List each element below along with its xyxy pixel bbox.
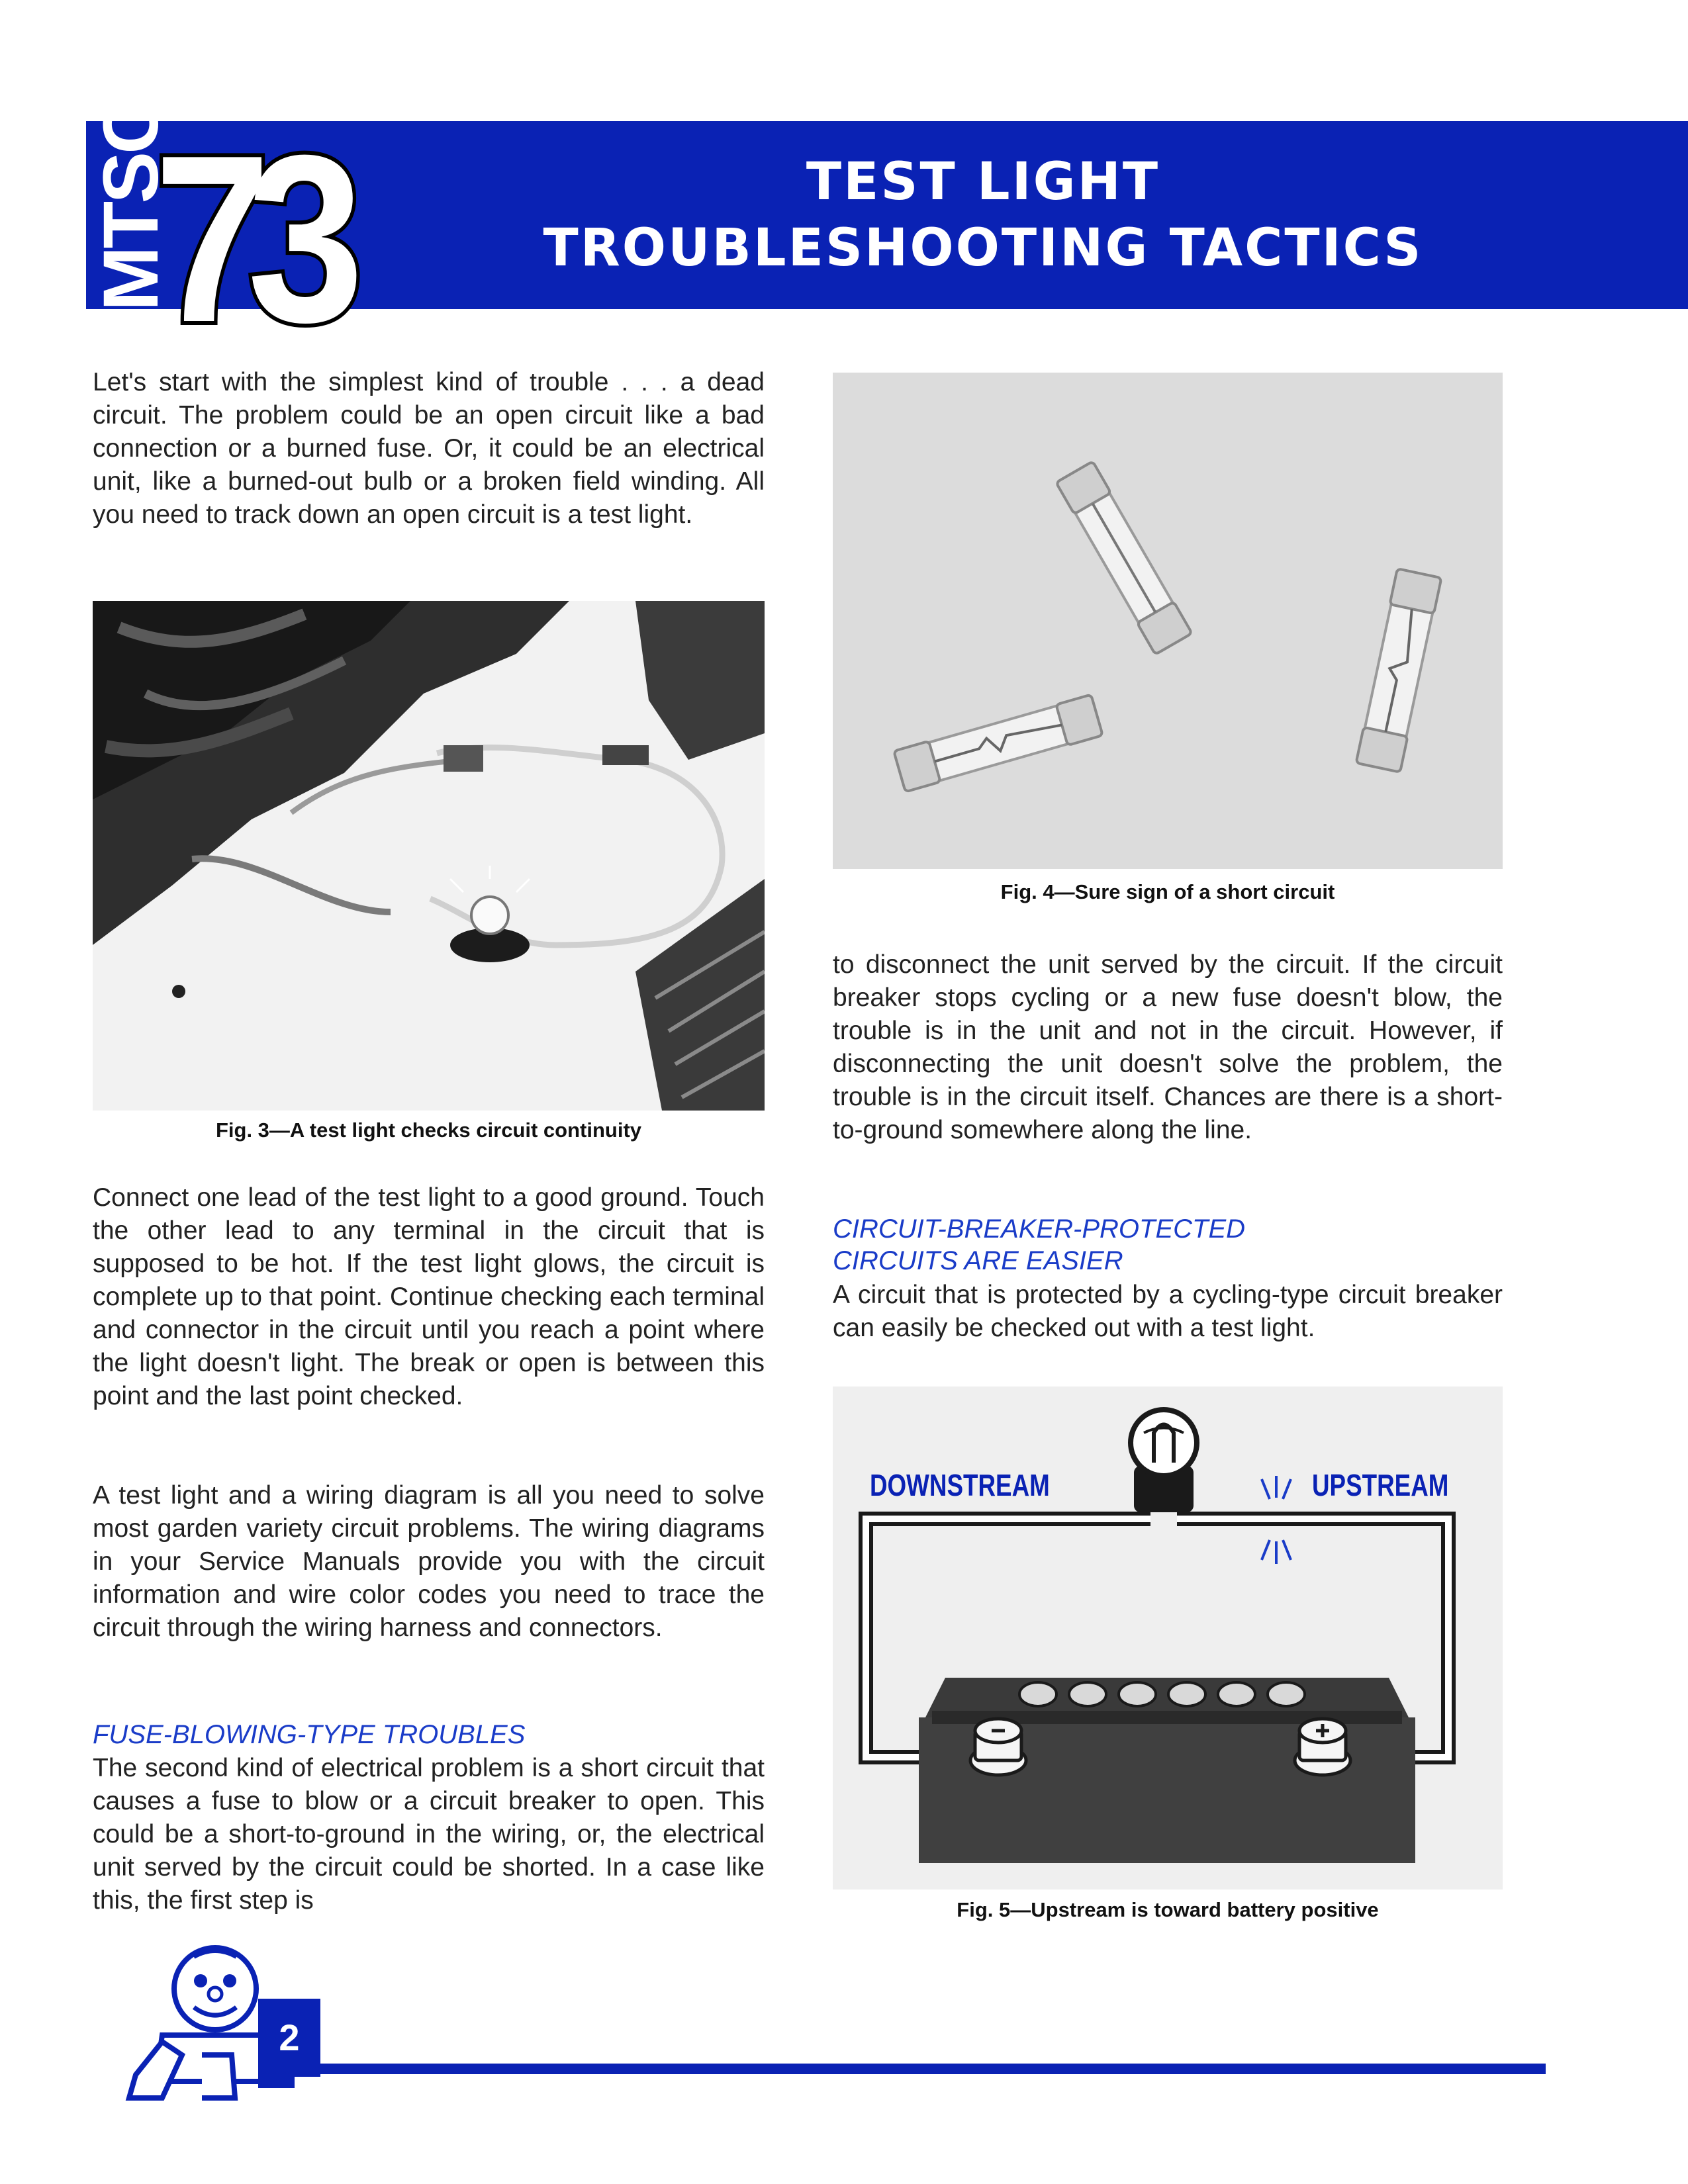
logo-letters: MTSC: [87, 100, 175, 311]
logo-number: 73: [154, 105, 341, 351]
connect-paragraph: Connect one lead of the test light to a good ground. Touch the other lead to any terminal in the circuit that is supposed to be hot. If the test light glows, the circuit is complete up to that point. Continue checking each terminal and connector in the circuit until you reach a point where the light doesn't light. The break or open is between this point and the last point checked.: [93, 1183, 765, 1410]
test-lamp-icon: [1131, 1410, 1197, 1512]
downstream-label: DOWNSTREAM: [870, 1468, 1050, 1502]
page-title: [371, 149, 1595, 281]
mtsc-73-logo: [79, 93, 371, 351]
intro-paragraph: Let's start with the simplest kind of trouble . . . a dead circuit. The problem could be an open circuit like a bad connection or a burned fuse. Or, it could be an electrical unit, like a burned-out bulb or a broken field winding. All you need to track down an open circuit is a test light.: [93, 368, 765, 529]
fig4-caption: Fig. 4—Sure sign of a short circuit: [1000, 880, 1335, 903]
fuse-heading: FUSE-BLOWING-TYPE TROUBLES: [93, 1720, 526, 1749]
fig5-caption: Fig. 5—Upstream is toward battery positive: [957, 1898, 1379, 1921]
title-line-1: TEST LIGHT: [806, 152, 1160, 212]
fuse-paragraph: The second kind of electrical problem is a short circuit that causes a fuse to blow or a circuit breaker to open. This could be a short-to-ground in the wiring, or, the electrical unit served by the circuit could be shorted. In a case like this, the first step is: [93, 1754, 765, 1915]
footer-rule: [311, 2064, 1546, 2074]
page-number: 2: [258, 1999, 320, 2077]
fig4-photo: [833, 373, 1503, 869]
continue-paragraph: to disconnect the unit served by the circuit. If the circuit breaker stops cycling or a new fuse doesn't blow, the trouble is in the unit and not in the circuit. However, if disconnecting the unit doesn't solve the problem, the trouble is in the circuit itself. Chances are there is a short-to-ground somewhere along the line.: [833, 950, 1503, 1144]
breaker-heading-line-2: CIRCUITS ARE EASIER: [833, 1246, 1123, 1275]
breaker-paragraph: A circuit that is protected by a cycling-type circuit breaker can easily be checked out with a test light.: [833, 1281, 1503, 1342]
fig5-diagram: [833, 1387, 1503, 1889]
upstream-label: UPSTREAM: [1312, 1468, 1449, 1502]
battery-icon: [919, 1678, 1415, 1863]
breaker-heading-line-1: CIRCUIT-BREAKER-PROTECTED: [833, 1214, 1246, 1244]
title-line-2: TROUBLESHOOTING TACTICS: [543, 218, 1423, 278]
fig3-photo: [93, 601, 765, 1111]
wiring-paragraph: A test light and a wiring diagram is all you need to solve most garden variety circuit problems. The wiring diagrams in your Service Manuals provide you with the circuit information and wire color codes you need to trace the circuit through the wiring harness and connectors.: [93, 1481, 765, 1642]
fig3-caption: Fig. 3—A test light checks circuit continuity: [215, 1118, 642, 1142]
